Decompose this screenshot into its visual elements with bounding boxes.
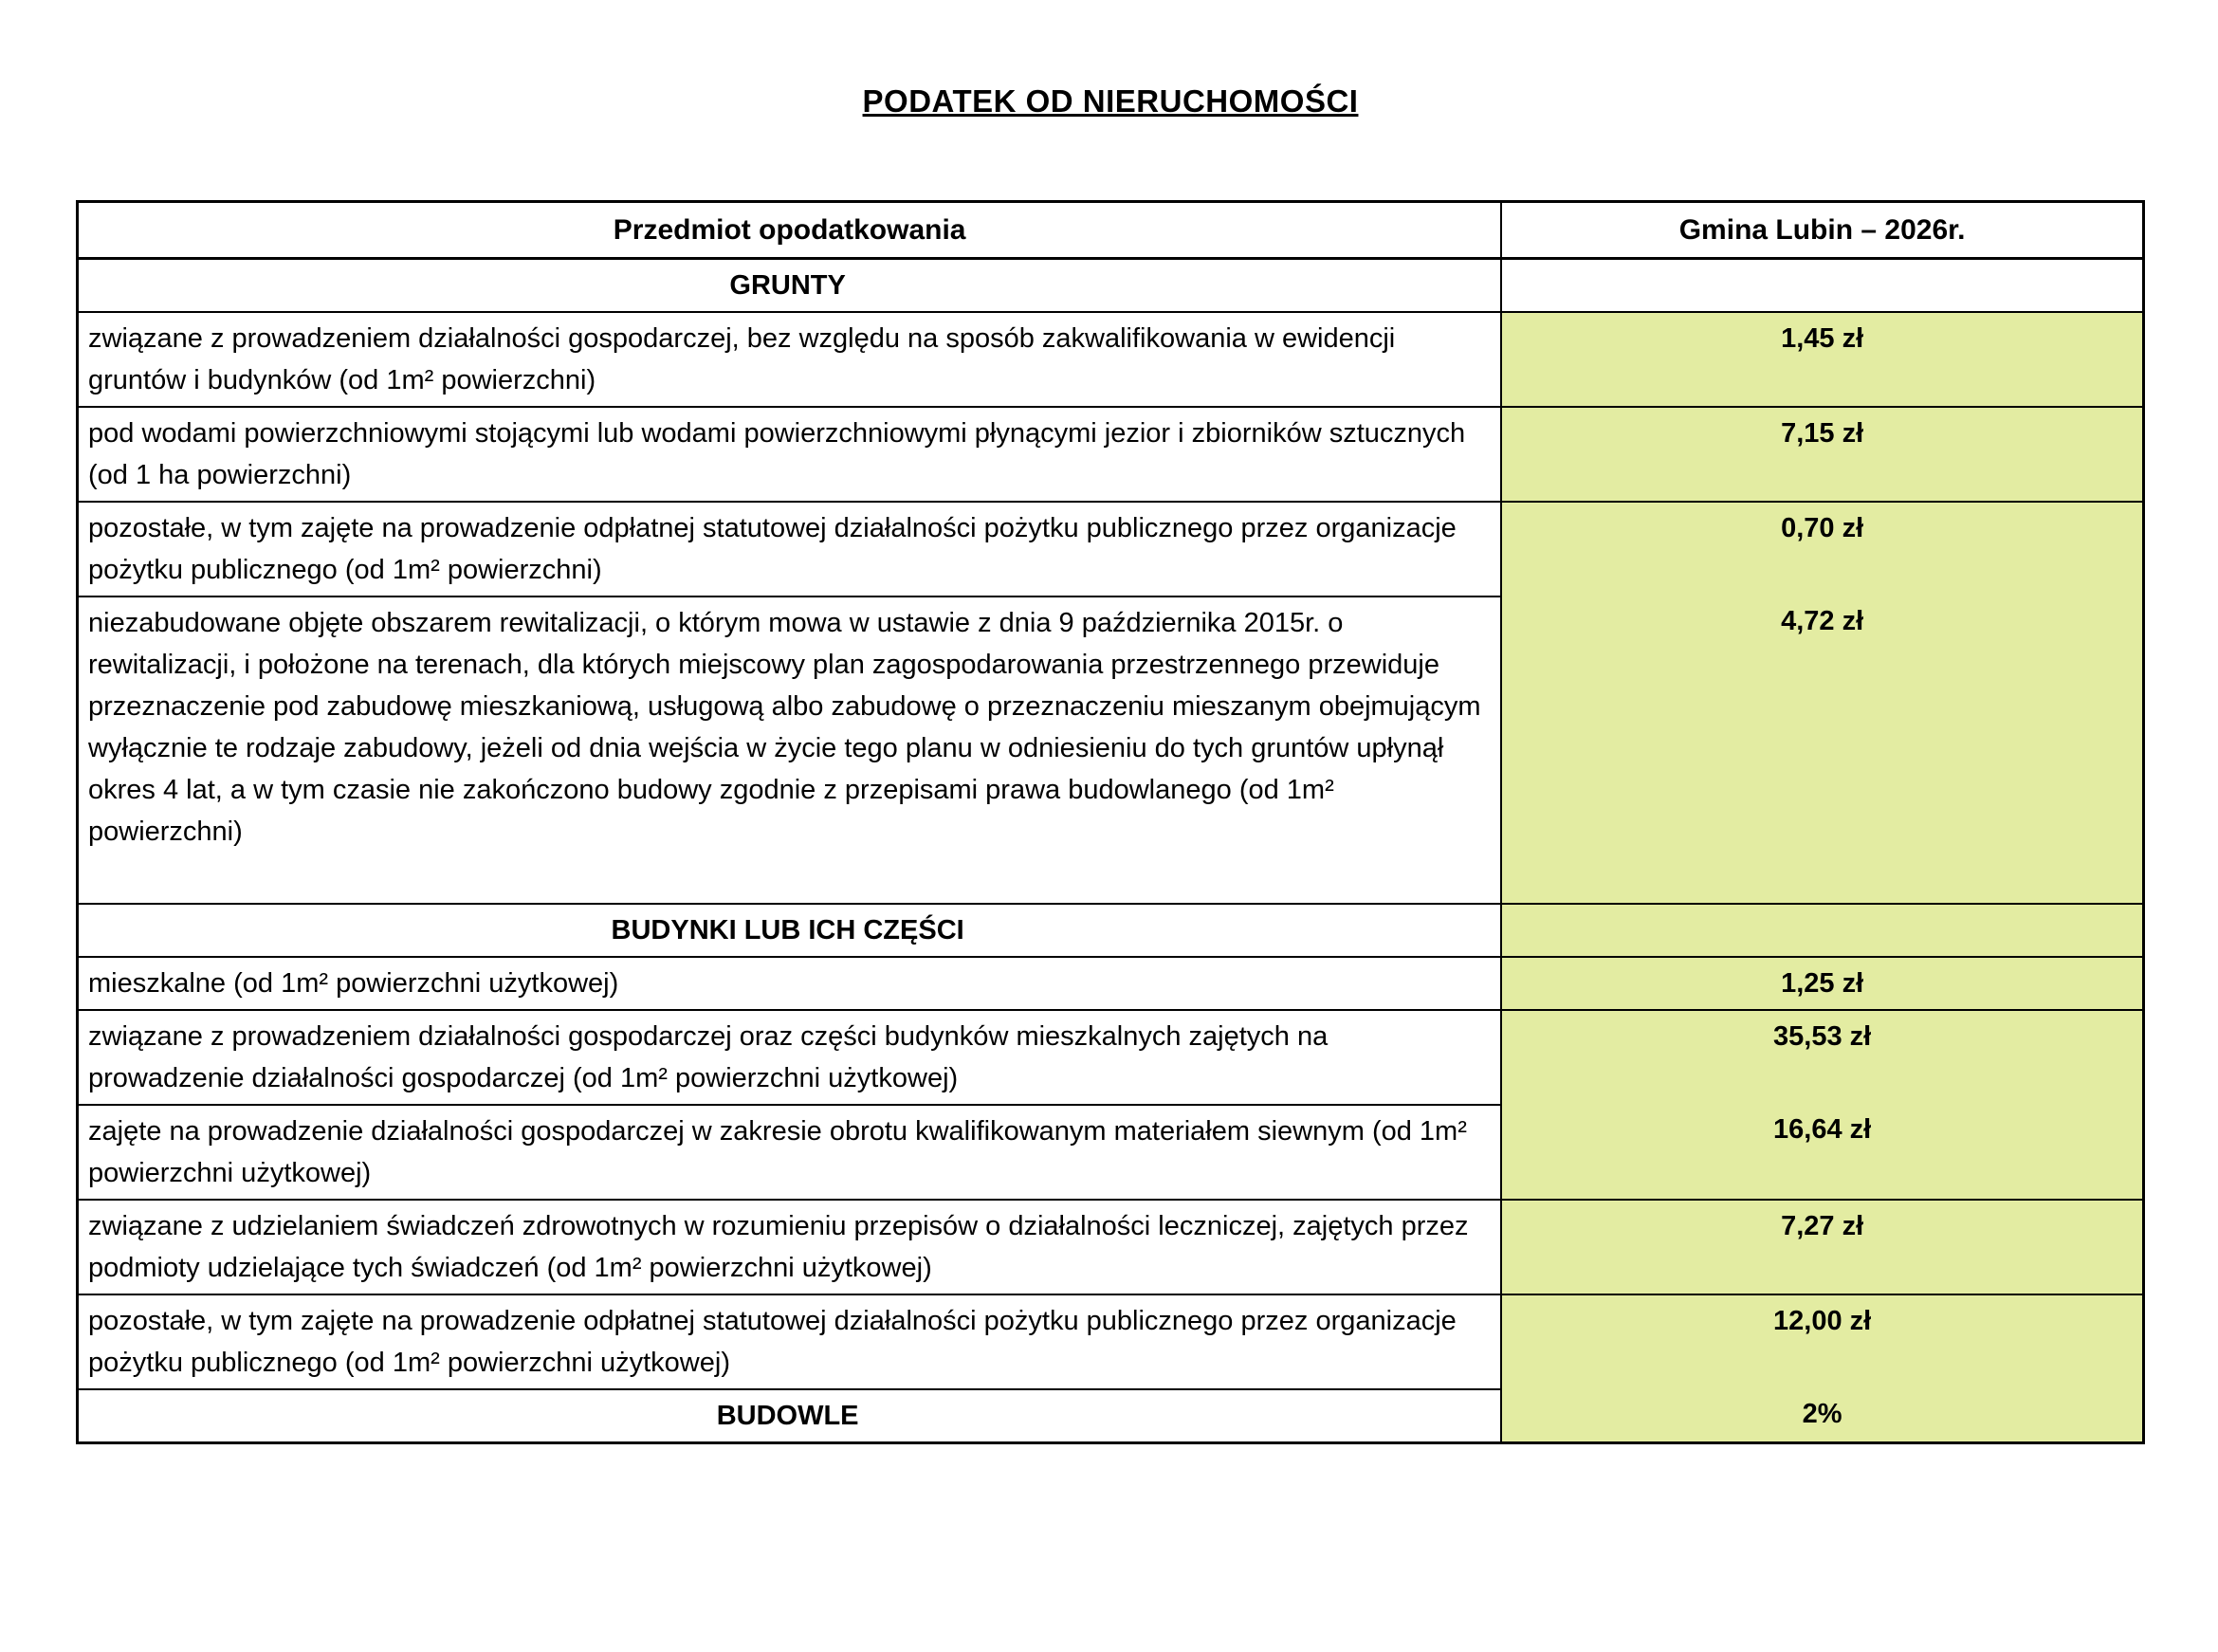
- row-rate-value: 7,15 zł: [1500, 406, 2142, 501]
- table-row: [79, 596, 2142, 903]
- tax-rate-table: [76, 200, 2145, 1444]
- table-row: [79, 956, 2142, 1009]
- page-title: PODATEK OD NIERUCHOMOŚCI: [862, 83, 1359, 119]
- table-row: [79, 1009, 2142, 1104]
- table-row: [79, 1199, 2142, 1294]
- section-title: BUDYNKI LUB ICH CZĘŚCI: [79, 903, 1500, 956]
- row-label: pod wodami powierzchniowymi stojącymi lub wodami powierzchniowymi płynącymi jezior i zbiorników sztucznych (od 1 ha powierzchni): [79, 406, 1500, 501]
- row-label: związane z prowadzeniem działalności gospodarczej, bez względu na sposób zakwalifikowania w ewidencji gruntów i budynków (od 1m² powierzchni): [79, 311, 1500, 406]
- section-title: GRUNTY: [729, 270, 846, 301]
- row-label: niezabudowane objęte obszarem rewitalizacji, o którym mowa w ustawie z dnia 9 października 2015r. o rewitalizacji, i położone na terenach, dla których miejscowy plan zagospodarowania przestrzennego przewiduje przeznaczenie pod zabudowę mieszkaniową, usługową albo zabudowę o przeznaczeniu mieszanym obejmującym wyłącznie te rodzaje zabudowy, jeżeli od dnia wejścia w życie tego planu w odniesieniu do tych gruntów upłynął okres 4 lat, a w tym czasie nie zakończono budowy zgodnie z przepisami prawa budowlanego (od 1m² powierzchni): [79, 596, 1500, 903]
- row-label: pozostałe, w tym zajęte na prowadzenie odpłatnej statutowej działalności pożytku publicznego przez organizacje pożytku publicznego (od 1m² powierzchni): [79, 501, 1500, 596]
- document-page: [76, 83, 2145, 1444]
- row-rate-value: 35,53 zł: [1500, 1009, 2142, 1104]
- row-rate-value: 2%: [1500, 1388, 2142, 1441]
- column-header-subject: Przedmiot opodatkowania: [613, 213, 966, 246]
- table-row: [79, 311, 2142, 406]
- row-rate-value: [1500, 260, 2142, 311]
- row-rate-value: 7,27 zł: [1500, 1199, 2142, 1294]
- row-rate-value: 16,64 zł: [1500, 1104, 2142, 1199]
- table-body: [79, 260, 2142, 1441]
- column-header-municipality: Gmina Lubin – 2026r.: [1500, 203, 2142, 257]
- section-title: BUDOWLE: [79, 1388, 1500, 1441]
- row-label: mieszkalne (od 1m² powierzchni użytkowej): [79, 956, 1500, 1009]
- row-rate-value: 0,70 zł: [1500, 501, 2142, 596]
- row-rate-value: 4,72 zł: [1500, 596, 2142, 903]
- table-row: [79, 1294, 2142, 1388]
- row-label: pozostałe, w tym zajęte na prowadzenie odpłatnej statutowej działalności pożytku publicznego przez organizacje pożytku publicznego (od 1m² powierzchni użytkowej): [79, 1294, 1500, 1388]
- section-row: [79, 260, 2142, 311]
- table-row: [79, 1104, 2142, 1199]
- row-label: związane z prowadzeniem działalności gospodarczej oraz części budynków mieszkalnych zajętych na prowadzenie działalności gospodarczej (od 1m² powierzchni użytkowej): [79, 1009, 1500, 1104]
- section-row: [79, 1388, 2142, 1441]
- table-row: [79, 501, 2142, 596]
- table-header-row: [79, 203, 2142, 260]
- row-rate-value: 1,25 zł: [1500, 956, 2142, 1009]
- table-row: [79, 406, 2142, 501]
- row-rate-value: 12,00 zł: [1500, 1294, 2142, 1388]
- row-label: zajęte na prowadzenie działalności gospodarczej w zakresie obrotu kwalifikowanym materiałem siewnym (od 1m² powierzchni użytkowej): [79, 1104, 1500, 1199]
- section-row: [79, 903, 2142, 956]
- row-label: związane z udzielaniem świadczeń zdrowotnych w rozumieniu przepisów o działalności leczniczej, zajętych przez podmioty udzielające tych świadczeń (od 1m² powierzchni użytkowej): [79, 1199, 1500, 1294]
- row-rate-value: [1500, 903, 2142, 956]
- row-rate-value: 1,45 zł: [1500, 311, 2142, 406]
